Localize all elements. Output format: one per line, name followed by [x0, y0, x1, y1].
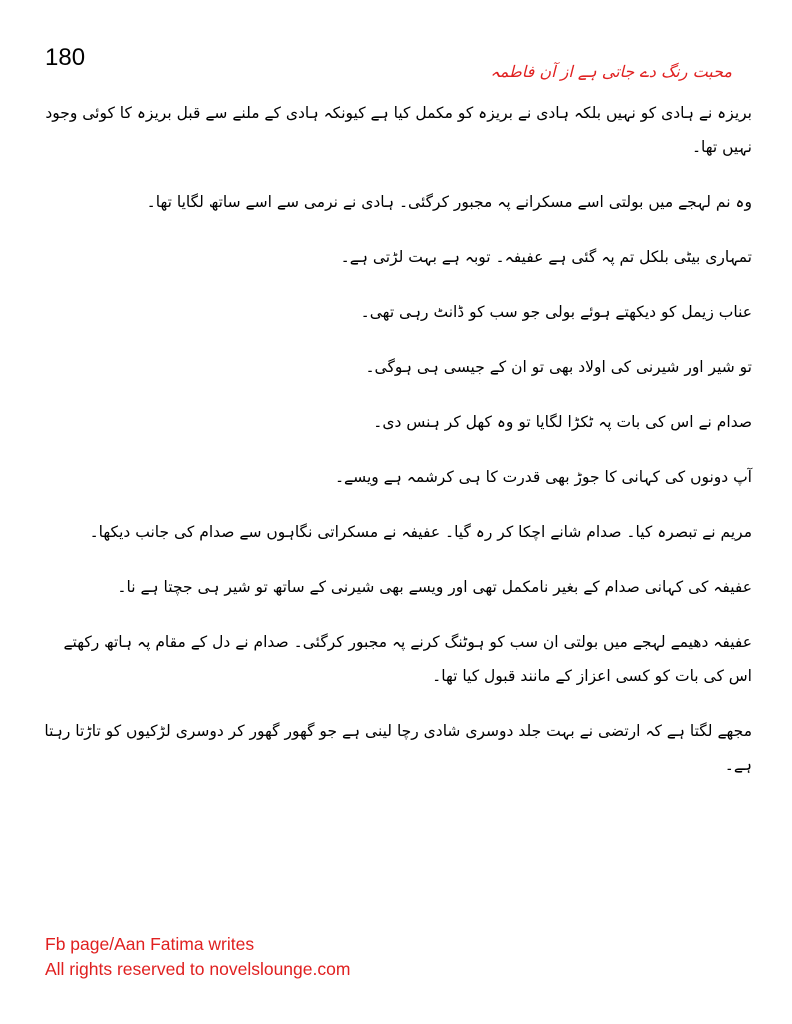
footer-credits [45, 932, 350, 982]
paragraph: مجھے لگتا ہے کہ ارتضی نے بہت جلد دوسری شادی رچا لینی ہے جو گھور گھور کر دوسری لڑکیوں کو تاڑتا رہتا ہے۔ [44, 722, 752, 774]
paragraph: عفیفہ کی کہانی صدام کے بغیر نامکمل تھی اور ویسے بھی شیرنی کے ساتھ تو شیر ہی جچتا ہے نا۔ [117, 578, 752, 596]
paragraph: عفیفہ دھیمے لہجے میں بولتی ان سب کو ہوٹنگ کرنے پہ مجبور کرگئی۔ صدام نے دل کے مقام پہ ہاتھ رکھتے اس کی بات کو کسی اعزاز کے مانند قبول کیا تھا۔ [63, 633, 752, 685]
paragraph: تو شیر اور شیرنی کی اولاد بھی تو ان کے جیسی ہی ہوگی۔ [365, 358, 752, 376]
footer-copyright: All rights reserved to novelslounge.com [45, 959, 351, 979]
novel-header-title: محبت رنگ دے جاتی ہے از آن فاطمہ [490, 62, 732, 81]
paragraph: صدام نے اس کی بات پہ ٹکڑا لگایا تو وہ کھل کر ہنس دی۔ [373, 413, 752, 431]
page-number: 180 [45, 44, 86, 71]
footer-fb-page: Fb page/Aan Fatima writes [45, 934, 255, 954]
paragraph: بریزہ نے ہادی کو نہیں بلکہ ہادی نے بریزہ کو مکمل کیا ہے کیونکہ ہادی کے ملنے سے قبل بریزہ کا کوئی وجود نہیں تھا۔ [45, 104, 752, 156]
paragraph: تمہاری بیٹی بلکل تم پہ گئی ہے عفیفہ۔ توبہ ہے بہت لڑتی ہے۔ [340, 248, 752, 266]
paragraph: عناب زیمل کو دیکھتے ہوئے بولی جو سب کو ڈانٹ رہی تھی۔ [360, 303, 752, 321]
paragraph: آپ دونوں کی کہانی کا جوڑ بھی قدرت کا ہی کرشمہ ہے ویسے۔ [334, 468, 752, 486]
paragraph: مریم نے تبصرہ کیا۔ صدام شانے اچکا کر رہ گیا۔ عفیفہ نے مسکراتی نگاہوں سے صدام کی جانب دیکھا۔ [89, 523, 752, 541]
paragraph: وہ نم لہجے میں بولتی اسے مسکرانے پہ مجبور کرگئی۔ ہادی نے نرمی سے اسے ساتھ لگایا تھا۔ [146, 193, 752, 211]
story-body [40, 96, 752, 803]
